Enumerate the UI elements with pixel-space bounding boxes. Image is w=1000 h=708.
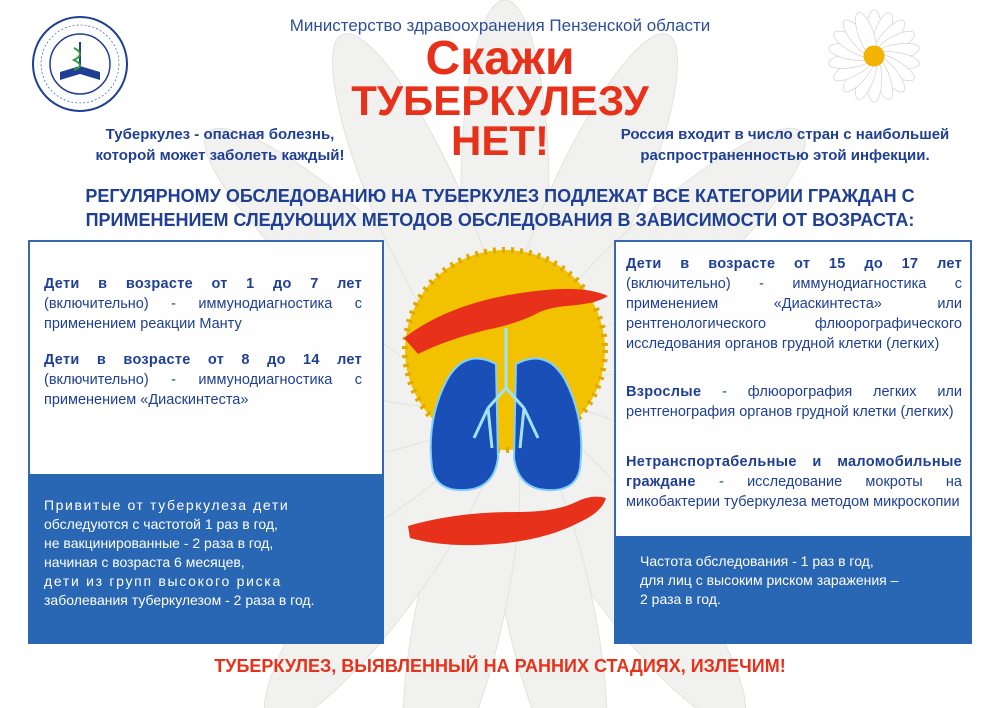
- right-item3-title: Нетранспортабельные и маломобильные граждане: [626, 454, 962, 490]
- left-box-line4: начиная с возраста 6 месяцев,: [44, 554, 245, 570]
- left-item2-title: Дети в возрасте от 8 до 14 лет: [44, 352, 362, 368]
- left-item-2: [44, 350, 362, 410]
- right-item3-text: - исследование мокроты на микобактерии туберкулеза методом микроскопии: [626, 474, 962, 510]
- left-frequency-box: [28, 474, 384, 644]
- right-frequency-box: [614, 536, 972, 644]
- subtitle-left: [40, 124, 400, 166]
- left-box-line3: не вакцинированные - 2 раза в год,: [44, 535, 274, 551]
- right-box-line1: Частота обследования - 1 раз в год,: [640, 553, 874, 569]
- left-box-line6: заболевания туберкулезом - 2 раза в год.: [44, 592, 315, 608]
- main-heading: [40, 184, 960, 232]
- right-box-line3: 2 раза в год.: [640, 591, 721, 607]
- right-item-3: [626, 452, 962, 512]
- health-center-logo: [30, 14, 130, 114]
- subtitle-left-line1: Туберкулез - опасная болезнь,: [105, 126, 335, 143]
- subtitle-right: [580, 124, 990, 166]
- subtitle-right-line2: распространенностью этой инфекции.: [640, 147, 930, 164]
- left-item1-text: (включительно) - иммунодиагностика с применением реакции Манту: [44, 296, 362, 332]
- right-item1-title: Дети в возрасте от 15 до 17 лет: [626, 256, 962, 272]
- main-heading-line2: ПРИМЕНЕНИЕМ СЛЕДУЮЩИХ МЕТОДОВ ОБСЛЕДОВАНИЯ В ЗАВИСИМОСТИ ОТ ВОЗРАСТА:: [85, 210, 915, 230]
- left-box-line2: обследуются с частотой 1 раз в год,: [44, 516, 278, 532]
- lungs-icon: [431, 328, 582, 490]
- title-line1: Скажи: [425, 32, 575, 85]
- left-box-line5: дети из групп высокого риска: [44, 573, 282, 589]
- right-item-2: [626, 382, 962, 422]
- right-box-line2: для лиц с высоким риском заражения –: [640, 572, 899, 588]
- subtitle-left-line2: которой может заболеть каждый!: [95, 147, 345, 164]
- right-item-1: [626, 254, 962, 354]
- left-box-line1: Привитые от туберкулеза дети: [44, 497, 290, 513]
- ministry-name: Министерство здравоохранения Пензенской области: [289, 16, 711, 35]
- title-line2: ТУБЕРКУЛЕЗУ: [351, 77, 649, 124]
- left-item2-text: (включительно) - иммунодиагностика с применением «Диаскинтеста»: [44, 372, 362, 408]
- left-item-1: [44, 274, 362, 334]
- title-line3: НЕТ!: [451, 117, 549, 164]
- subtitle-right-line1: Россия входит в число стран с наибольшей: [620, 126, 950, 143]
- right-item2-text: - флюорография легких или рентгенография органов грудной клетки (легких): [626, 384, 962, 420]
- bottom-hand-icon: [408, 497, 606, 545]
- right-item1-text: (включительно) - иммунодиагностика с применением «Диаскинтеста» или рентгенологического флюорографического исследования органов грудной клетки (легких): [626, 276, 962, 352]
- footer-slogan: ТУБЕРКУЛЕЗ, ВЫЯВЛЕННЫЙ НА РАННИХ СТАДИЯХ, ИЗЛЕЧИМ!: [214, 656, 786, 676]
- lungs-hands-illustration: [396, 268, 616, 554]
- daisy-icon: [826, 8, 922, 104]
- right-item2-title: Взрослые: [626, 384, 702, 400]
- left-item1-title: Дети в возрасте от 1 до 7 лет: [44, 276, 362, 292]
- main-heading-line1: РЕГУЛЯРНОМУ ОБСЛЕДОВАНИЮ НА ТУБЕРКУЛЕЗ ПОДЛЕЖАТ ВСЕ КАТЕГОРИИ ГРАЖДАН С: [85, 186, 915, 206]
